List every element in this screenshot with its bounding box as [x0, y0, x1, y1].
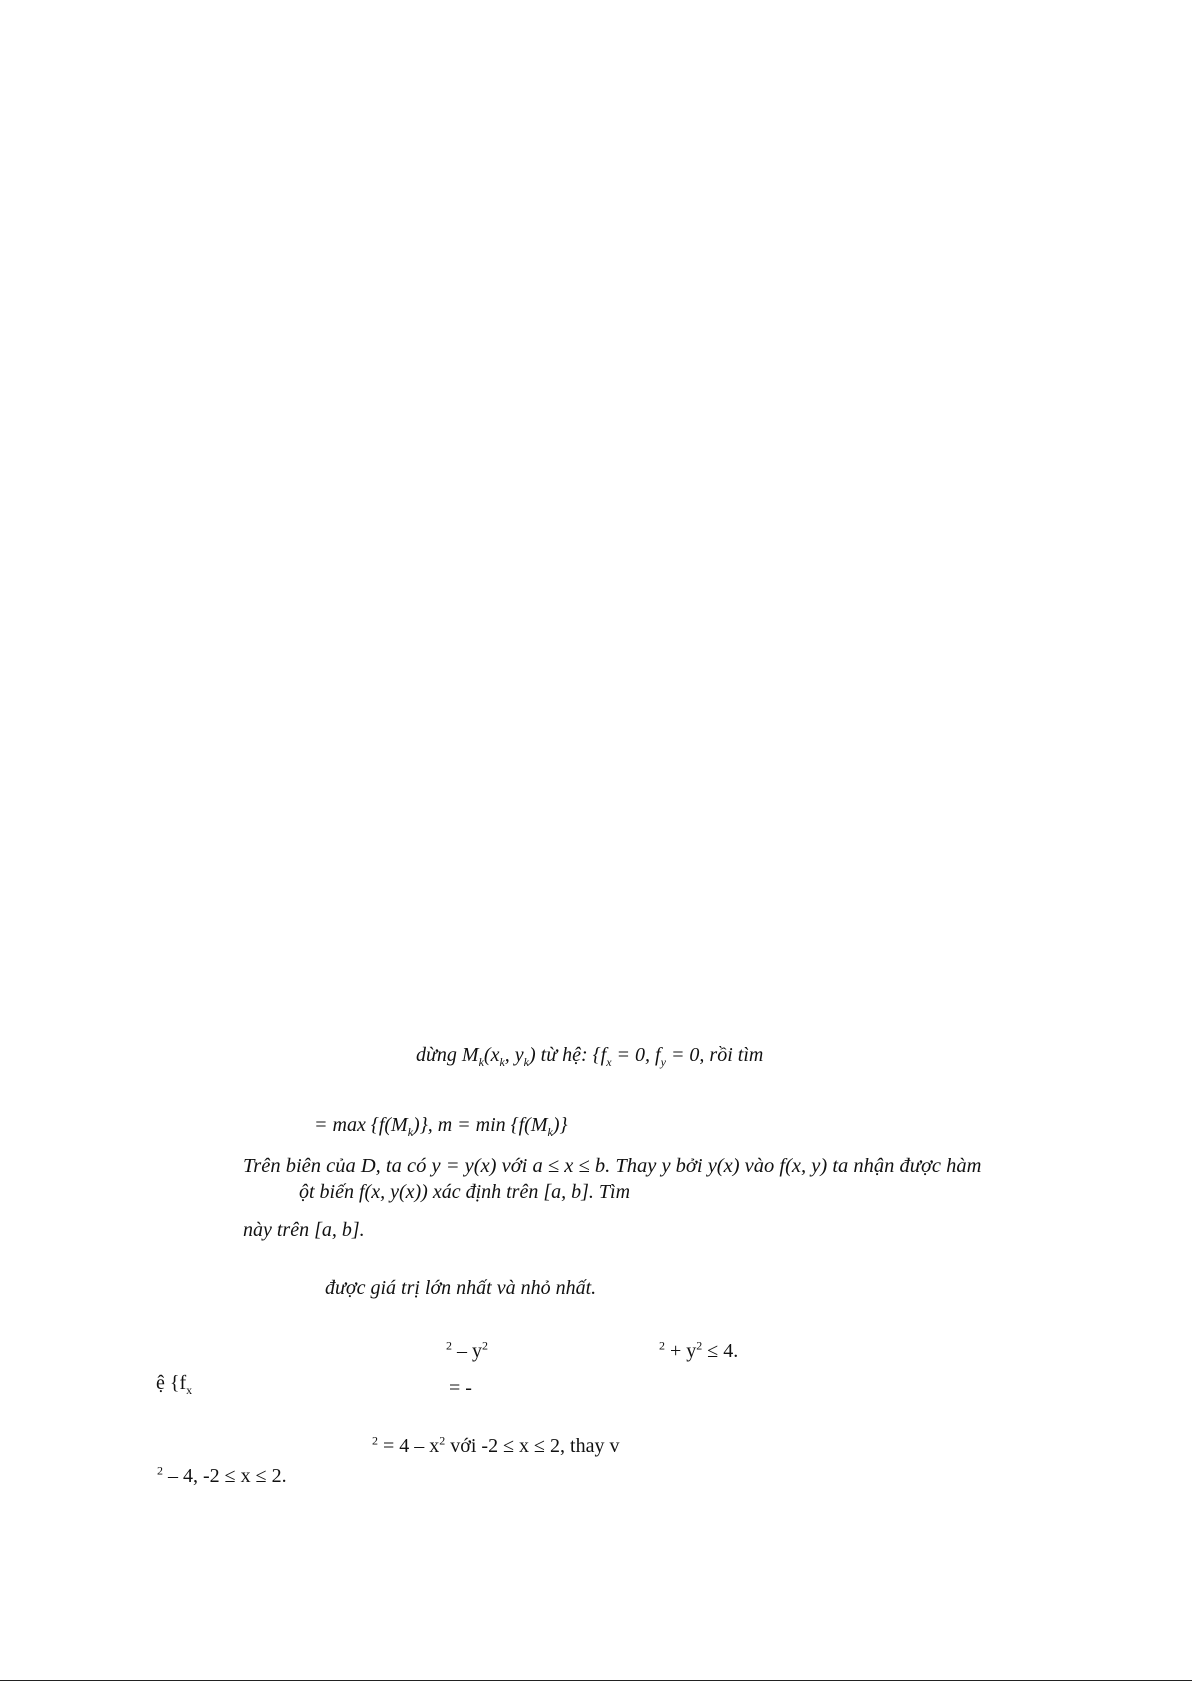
- line-max-min-formula: = $\max \{f(M_k)\}$, $m = \min \{f(M_k)\}$: [314, 1114, 568, 1139]
- line-one-variable: ột biến f(x, y(x)) xác định trên [a, b]. Tìm: [299, 1181, 631, 1203]
- page-bottom-rule: [0, 1680, 1192, 1681]
- line-resulting-function: $^2$ – 4, -2 ≤ x ≤ 2.: [157, 1463, 287, 1487]
- line-boundary-substitution: $^2 = 4 - x^2$ với -2 ≤ x ≤ 2, thay v: [372, 1433, 620, 1457]
- line-system: ệ {$f_x$: [156, 1372, 193, 1397]
- line-example-function: $^2 - y^2$: [446, 1338, 488, 1362]
- line-on-interval: này trên [a, b].: [243, 1219, 365, 1241]
- line-max-min-found: được giá trị lớn nhất và nhỏ nhất.: [325, 1277, 597, 1299]
- line-equals-minus: = -: [449, 1377, 472, 1399]
- line-boundary-step: Trên biên của D, ta có y = y(x) với a ≤ x ≤ b. Thay y bởi y(x) vào f(x, y) ta nhận được hàm: [243, 1155, 982, 1177]
- line-stationary-points: dừng $M_k(x_k$, $y_k$) từ hệ: {$f_x = 0$, $f_y = 0$, rồi tìm: [416, 1044, 764, 1069]
- line-example-domain: $^2 + y^2 \le 4$.: [659, 1338, 739, 1362]
